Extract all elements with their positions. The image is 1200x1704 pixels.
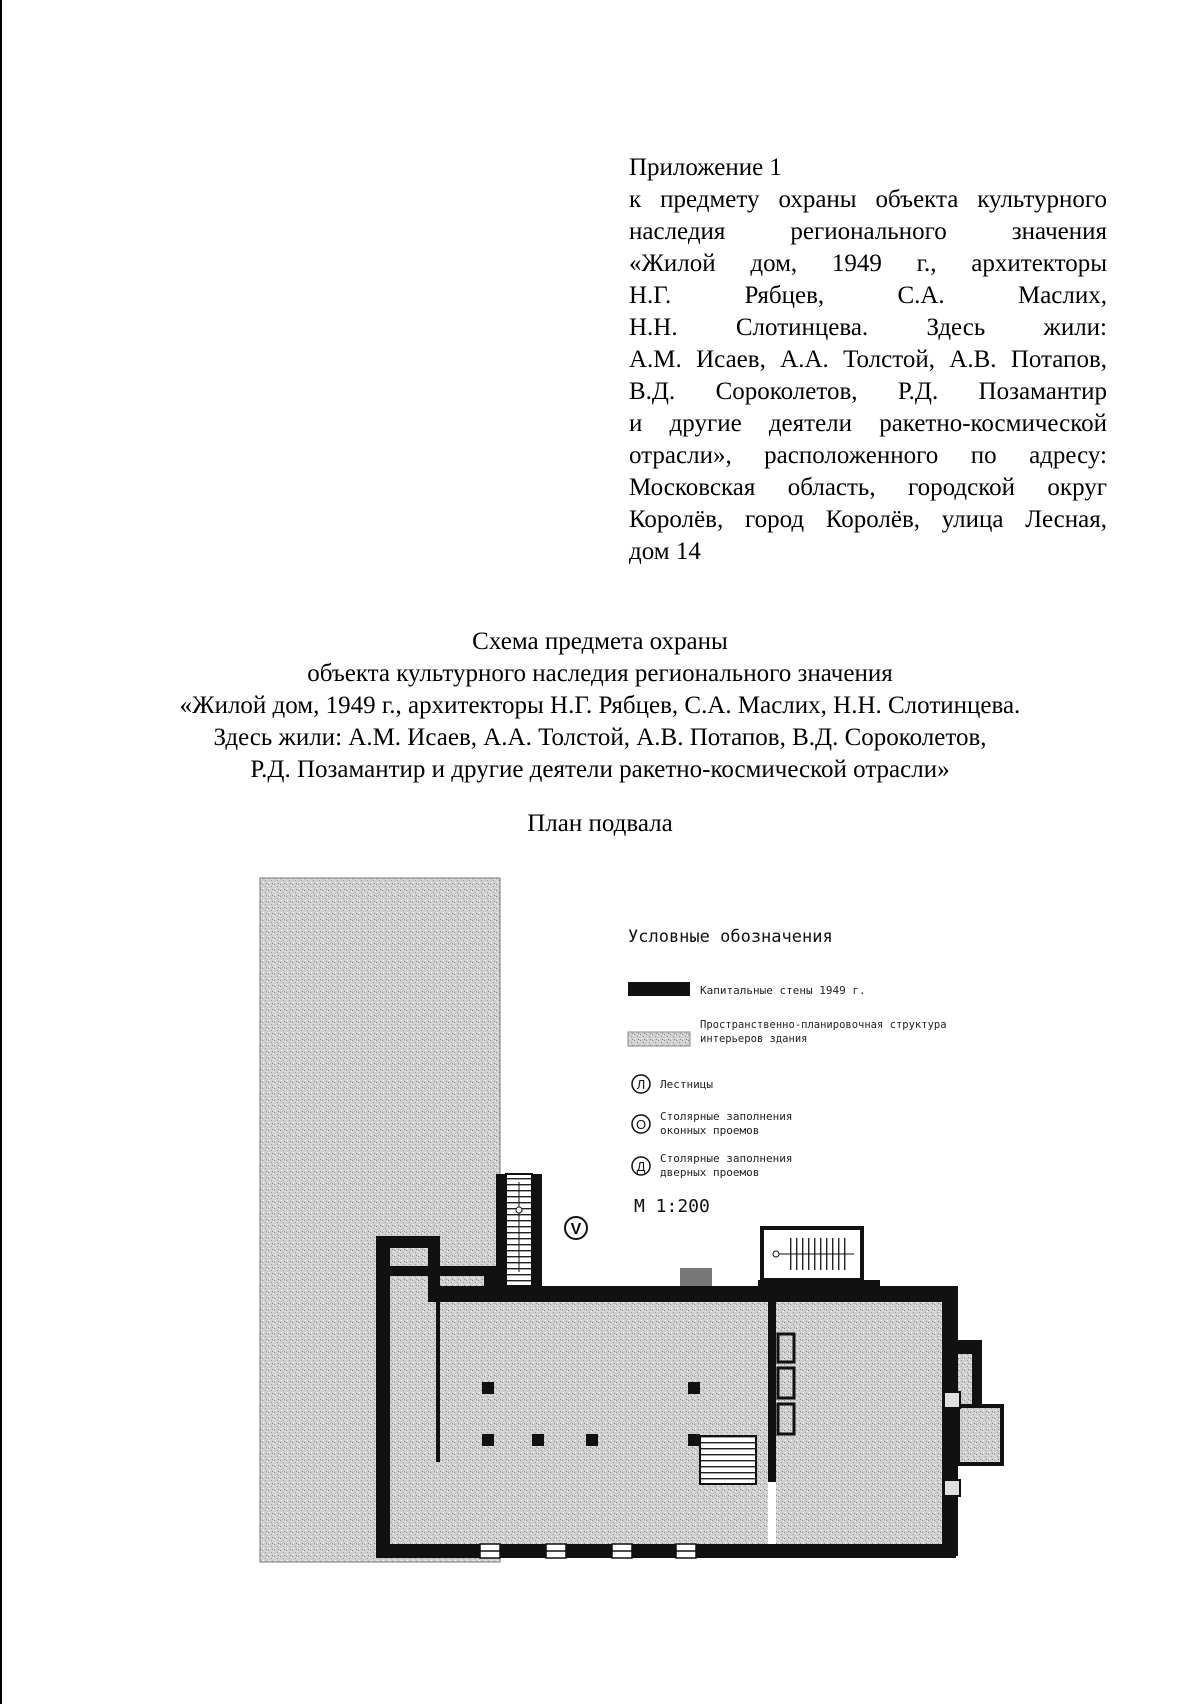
interior-block [680,1268,712,1286]
legend-doors-label: Столярные заполнения [660,1152,793,1165]
scheme-title-line: Р.Д. Позамантир и другие деятели ракетно-космической отрасли» [250,756,950,783]
legend-windows-mark: О [635,1117,647,1132]
scheme-title [60,626,1140,786]
appendix-line: отрасли», расположенного по адресу: [629,442,1107,469]
interior-cell [778,1334,794,1434]
scheme-title-line: Здесь жили: А.М. Исаев, А.А. Толстой, А.В. Потапов, В.Д. Сороколетов, [213,724,987,751]
appendix-line: Приложение 1 [629,154,782,181]
appendix-note [629,152,1107,568]
legend-structure-label: Пространственно-планировочная структура [700,1019,947,1031]
legend-walls-label: Капитальные стены 1949 г. [700,984,866,997]
v-marker-label: V [570,1221,582,1238]
legend-heading: Условные обозначения [628,927,833,947]
appendix-line: и другие деятели ракетно-космической [629,410,1107,437]
legend-windows-label: Столярные заполнения [660,1110,793,1123]
legend-stairs-label: Лестницы [660,1078,713,1091]
legend-doors-label: дверных проемов [660,1166,760,1179]
scheme-title-line: «Жилой дом, 1949 г., архитекторы Н.Г. Рябцев, С.А. Маслих, Н.Н. Слотинцева. [179,692,1021,719]
legend-structure-swatch [628,1032,690,1046]
appendix-line: Н.Г. Рябцев, С.А. Маслих, [629,282,1107,309]
legend-scale: М 1:200 [634,1196,710,1217]
legend-stairs-mark: Л [636,1077,646,1092]
interior-area [390,1276,972,1544]
basement-plan [256,872,1016,1572]
legend [628,927,947,1217]
legend-doors-mark: Д [636,1159,646,1174]
scan-edge [0,0,2,1704]
scheme-title-line: Схема предмета охраны [472,628,728,655]
plan-title: План подвала [527,810,673,837]
appendix-line: к предмету охраны объекта культурного [629,186,1107,213]
appendix-line: Н.Н. Слотинцева. Здесь жили: [629,314,1107,341]
v-marker [565,1217,587,1239]
stairs [506,1174,532,1286]
appendix-line: В.Д. Сороколетов, Р.Д. Позамантир [629,378,1107,405]
scheme-title-line: объекта культурного наследия регионального значения [307,660,893,687]
stairs [762,1228,862,1280]
stairs [700,1436,756,1484]
appendix-line: наследия регионального значения [629,218,1107,245]
legend-windows-label: оконных проемов [660,1124,760,1137]
legend-structure-label: интерьеров здания [700,1033,808,1045]
appendix-line: Королёв, город Королёв, улица Лесная, [629,506,1107,533]
appendix-line: дом 14 [629,538,701,565]
appendix-line: Московская область, городской округ [629,474,1107,501]
appendix-line: «Жилой дом, 1949 г., архитекторы [629,250,1107,277]
appendix-line: А.М. Исаев, А.А. Толстой, А.В. Потапов, [629,346,1107,373]
legend-walls-swatch [628,982,690,996]
